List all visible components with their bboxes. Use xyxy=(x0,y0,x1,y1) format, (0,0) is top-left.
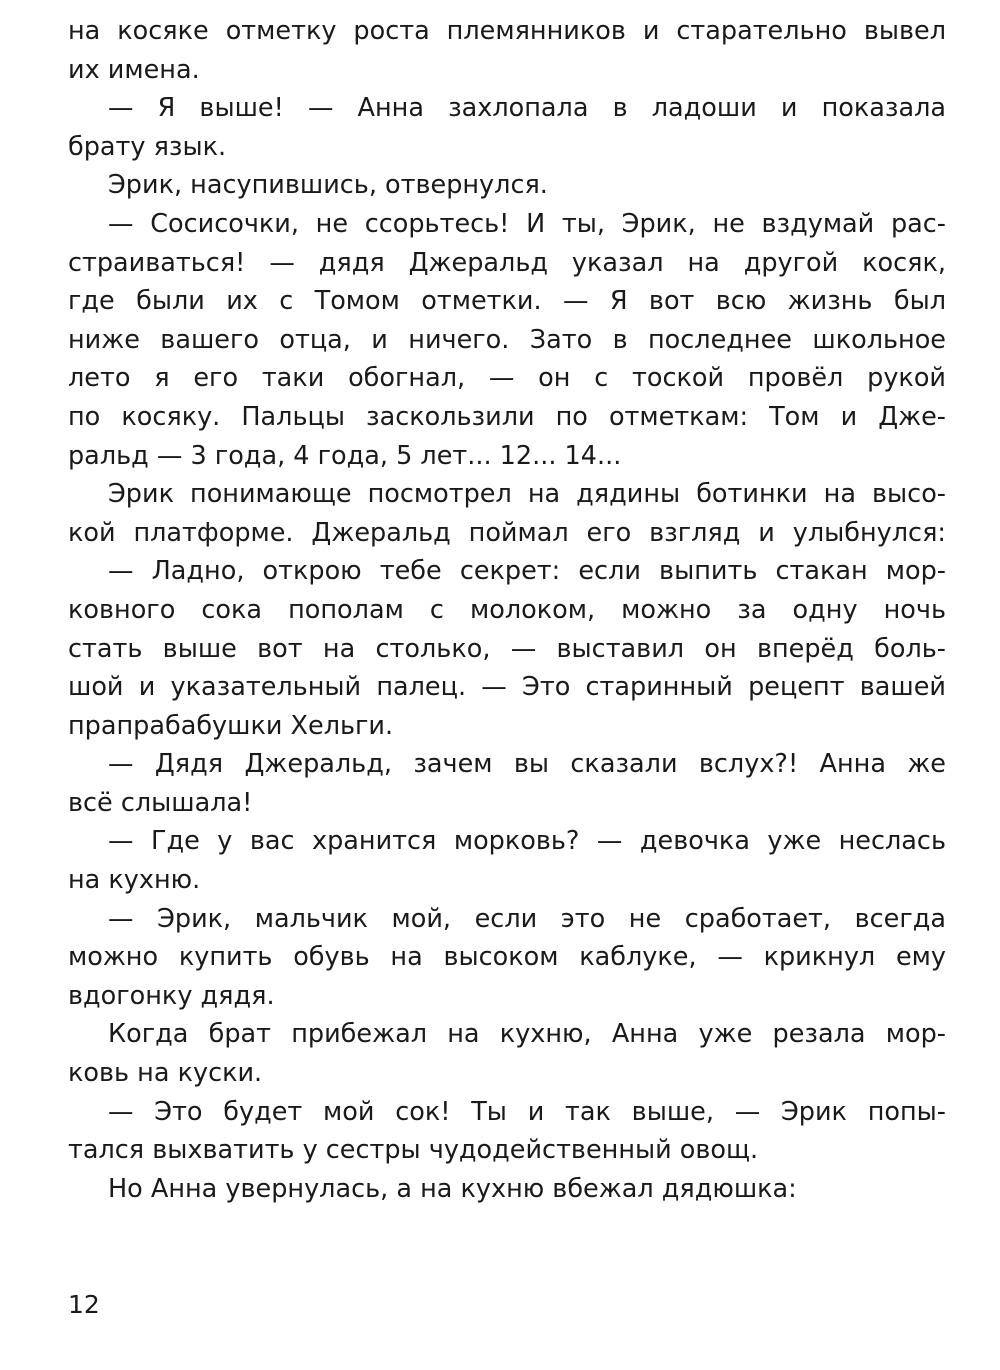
text-line: вдогонку дядя. xyxy=(68,980,275,1011)
text-line: брату язык. xyxy=(68,131,227,162)
text-line: — Ладно, открою тебе секрет: если выпить стакан мор- xyxy=(108,556,946,587)
text-line: ковь на куски. xyxy=(68,1058,263,1089)
text-line: кой платформе. Джеральд поймал его взгляд и улыбнулся: xyxy=(68,517,946,548)
text-line: всё слышала! xyxy=(68,787,253,818)
text-line: страиваться! — дядя Джеральд указал на другой косяк, xyxy=(68,247,946,278)
text-line: — Это будет мой сок! Ты и так выше, — Эрик попы- xyxy=(108,1096,946,1127)
text-line: по косяку. Пальцы заскользили по отметкам: Том и Дже- xyxy=(68,401,946,432)
text-line: — Дядя Джеральд, зачем вы сказали вслух?! Анна же xyxy=(108,749,946,780)
text-line: лето я его таки обогнал, — он с тоской провёл рукой xyxy=(68,363,946,394)
text-line: на кухню. xyxy=(68,865,201,896)
text-line: — Я выше! — Анна захлопала в ладоши и показала xyxy=(108,93,946,124)
text-line: ниже вашего отца, и ничего. Зато в последнее школьное xyxy=(68,324,946,355)
text-line: на косяке отметку роста племянников и старательно вывел xyxy=(68,16,946,46)
text-line: можно купить обувь на высоком каблуке, — крикнул ему xyxy=(68,942,946,973)
text-line: их имена. xyxy=(68,54,200,85)
text-line: Но Анна увернулась, а на кухню вбежал дядюшка: xyxy=(108,1173,797,1204)
text-line: — Сосисочки, не ссорьтесь! И ты, Эрик, не вздумай рас- xyxy=(108,208,946,239)
text-line: Эрик понимающе посмотрел на дядины ботинки на высо- xyxy=(108,479,946,510)
text-line: Эрик, насупившись, отвернулся. xyxy=(108,170,548,201)
text-line: — Эрик, мальчик мой, если это не сработает, всегда xyxy=(108,903,946,934)
text-line: шой и указательный палец. — Это старинный рецепт вашей xyxy=(68,672,946,703)
text-line: ковного сока пополам с молоком, можно за одну ночь xyxy=(68,594,946,625)
text-line: Когда брат прибежал на кухню, Анна уже резала мор- xyxy=(108,1019,946,1050)
page-body xyxy=(68,12,946,1208)
page-number: 12 xyxy=(68,1290,100,1319)
text-line: стать выше вот на столько, — выставил он вперёд боль- xyxy=(68,633,946,664)
text-line: тался выхватить у сестры чудодейственный овощ. xyxy=(68,1135,759,1166)
text-line: ральд — 3 года, 4 года, 5 лет... 12... 14... xyxy=(68,440,622,471)
text-line: — Где у вас хранится морковь? — девочка уже неслась xyxy=(108,826,946,857)
text-line: где были их с Томом отметки. — Я вот всю жизнь был xyxy=(68,286,946,317)
text-line: прапрабабушки Хельги. xyxy=(68,710,394,741)
